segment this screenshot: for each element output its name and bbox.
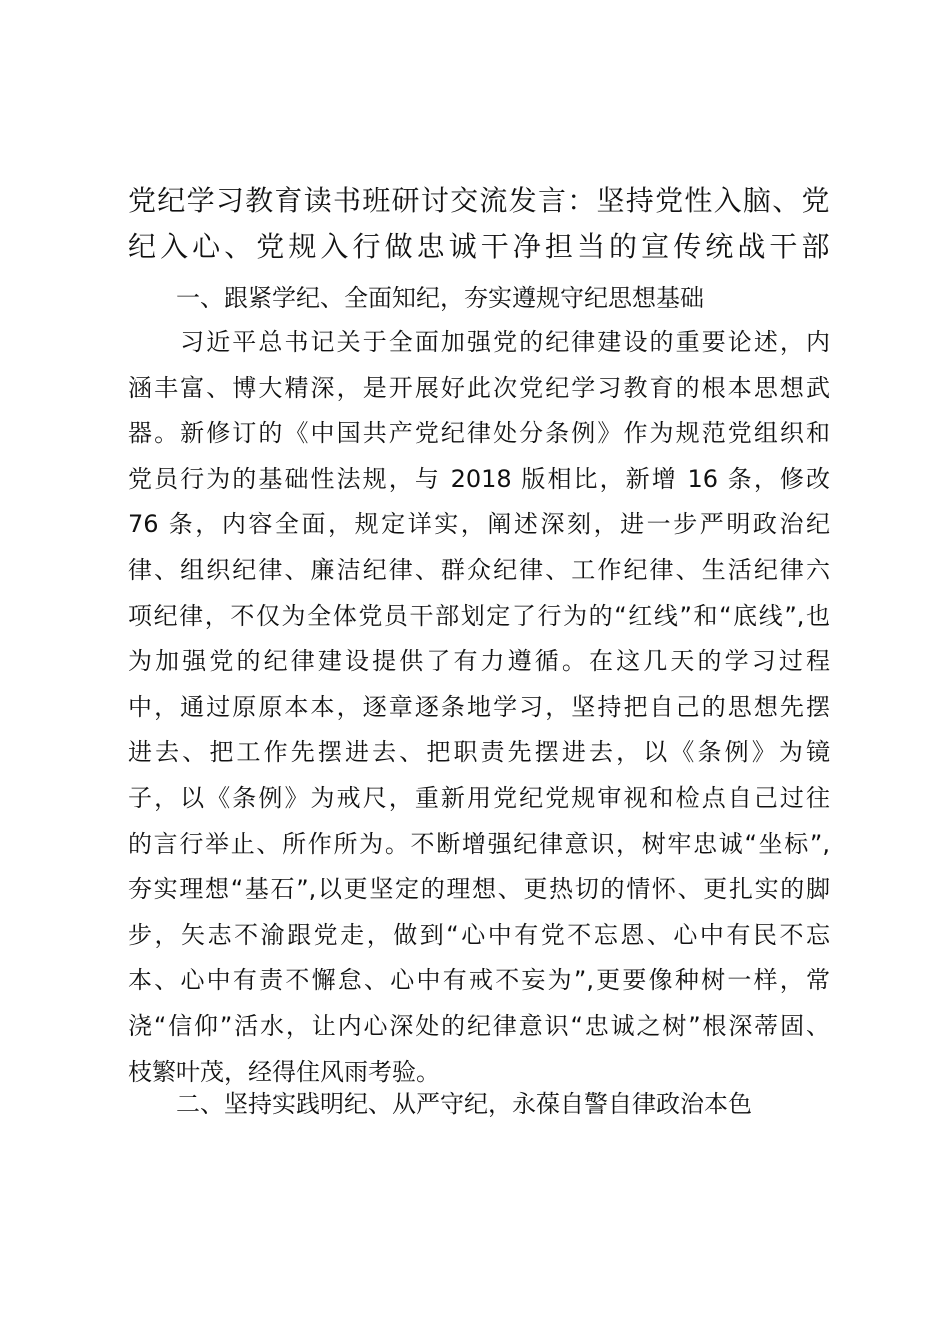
text-line: 枝繁叶茂，经得住风雨考验。 — [128, 1057, 440, 1086]
text-line: 的言行举止、所作所为。不断增强纪律意识，树牢忠诚“坐标”, — [128, 829, 830, 858]
text-line: 器。新修订的《中国共产党纪律处分条例》作为规范党组织和 — [128, 419, 830, 448]
document-title — [128, 178, 830, 270]
text-line: 本、心中有责不懈怠、心中有戒不妄为”,更要像种树一样，常 — [128, 966, 830, 995]
text-line: 习近平总书记关于全面加强党的纪律建设的重要论述，内 — [128, 328, 830, 356]
text-line: 步，矢志不渝跟党走，做到“心中有党不忘恩、心中有民不忘 — [128, 920, 830, 949]
section-heading-2: 二、坚持实践明纪、从严守纪，永葆自警自律政治本色 — [176, 1090, 752, 1118]
text-line: 夯实理想“基石”,以更坚定的理想、更热切的情怀、更扎实的脚 — [128, 875, 830, 904]
text-line: 律、组织纪律、廉洁纪律、群众纪律、工作纪律、生活纪律六 — [128, 555, 830, 584]
text-line: 子，以《条例》为戒尺，重新用党纪党规审视和检点自己过往 — [128, 783, 830, 812]
text-line: 进去、把工作先摆进去、把职责先摆进去，以《条例》为镜 — [128, 738, 830, 767]
text-line: 项纪律，不仅为全体党员干部划定了行为的“红线”和“底线”,也 — [128, 601, 830, 630]
title-line: 纪入心、党规入行做忠诚干净担当的宣传统战干部 — [128, 230, 830, 263]
text-line: 76 条，内容全面，规定详实，阐述深刻，进一步严明政治纪 — [128, 510, 830, 539]
text-line: 为加强党的纪律建设提供了有力遵循。在这几天的学习过程 — [128, 647, 830, 676]
title-line: 党纪学习教育读书班研讨交流发言：坚持党性入脑、党 — [128, 184, 830, 217]
section-1-body — [128, 320, 830, 1095]
text-line: 浇“信仰”活水，让内心深处的纪律意识“忠诚之树”根深蒂固、 — [128, 1011, 830, 1040]
section-heading-1: 一、跟紧学纪、全面知纪，夯实遵规守纪思想基础 — [176, 284, 704, 312]
text-line: 党员行为的基础性法规，与 2018 版相比，新增 16 条，修改 — [128, 464, 830, 493]
text-line: 涵丰富、博大精深，是开展好此次党纪学习教育的根本思想武 — [128, 373, 830, 402]
text-line: 中，通过原原本本，逐章逐条地学习，坚持把自己的思想先摆 — [128, 692, 830, 721]
